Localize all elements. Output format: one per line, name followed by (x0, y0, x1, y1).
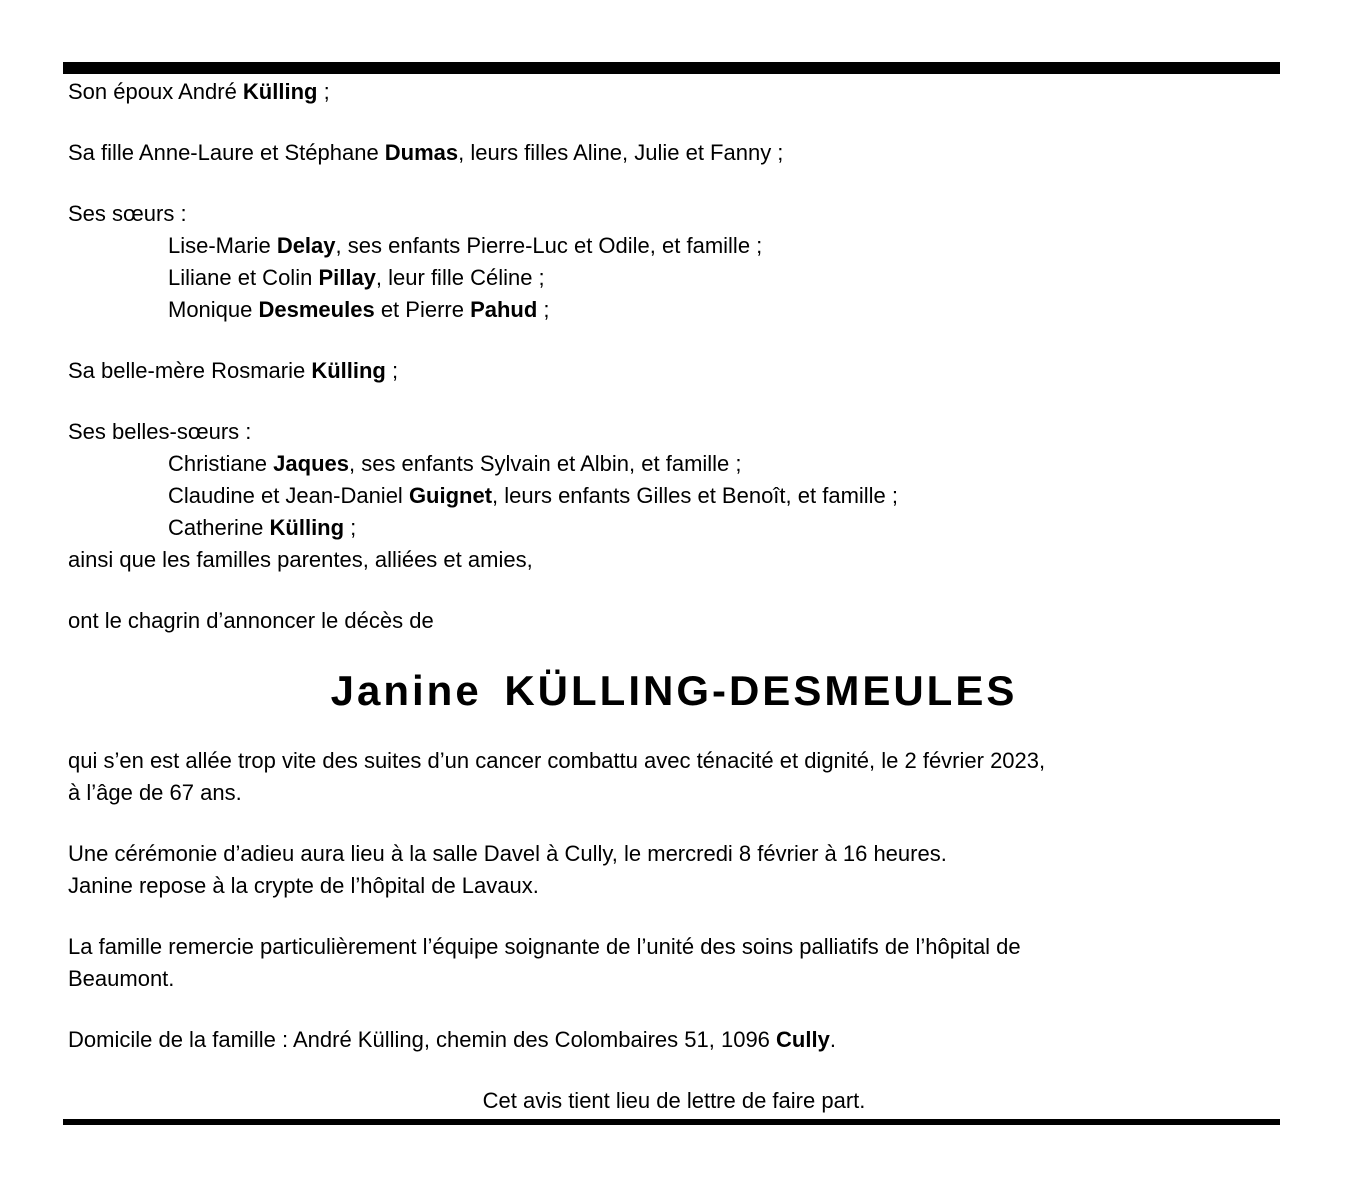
text-segment: , leur fille Céline ; (375, 265, 545, 290)
bold-name-segment: Külling (269, 515, 345, 540)
text-line (63, 262, 1285, 294)
bold-name-segment: Cully (776, 1027, 830, 1052)
bold-name-segment: Janine KÜLLING-DESMEULES (330, 667, 1018, 714)
text-line (63, 544, 1285, 576)
text-line (63, 198, 1285, 230)
notice-body (63, 0, 1285, 1146)
text-segment: qui s’en est allée trop vite des suites d’un cancer combattu avec ténacité et dignité, le 2 février 2023, (68, 748, 1046, 773)
text-segment: Ses sœurs : (68, 201, 187, 226)
text-line (63, 76, 1285, 108)
text-segment: Une cérémonie d’adieu aura lieu à la salle Davel à Cully, le mercredi 8 février à 16 heures. (68, 841, 947, 866)
bold-name-segment: Jaques (273, 451, 349, 476)
text-line (63, 931, 1285, 963)
text-segment: Catherine (168, 515, 270, 540)
text-segment: Ses belles-sœurs : (68, 419, 252, 444)
text-segment: Christiane (168, 451, 274, 476)
bold-name-segment: Desmeules (258, 297, 375, 322)
block-spouse (63, 76, 1285, 108)
text-segment: Monique (168, 297, 259, 322)
block-daughter (63, 137, 1285, 169)
text-segment: ainsi que les familles parentes, alliées et amies, (68, 547, 533, 572)
text-line (63, 137, 1285, 169)
text-line (63, 230, 1285, 262)
block-sisters-in-law (63, 416, 1285, 576)
block-closing (63, 1085, 1285, 1117)
bottom-rule (63, 1119, 1280, 1125)
text-line (63, 963, 1285, 995)
text-segment: Son époux André (68, 79, 243, 104)
text-segment: La famille remercie particulièrement l’équipe soignante de l’unité des soins palliatifs de l’hôpital de (68, 934, 1021, 959)
block-deceased-name (63, 666, 1285, 716)
block-death-details (63, 745, 1285, 809)
text-segment: Sa fille Anne-Laure et Stéphane (68, 140, 385, 165)
text-segment: , leurs filles Aline, Julie et Fanny ; (458, 140, 784, 165)
block-thanks (63, 931, 1285, 995)
block-mother-in-law (63, 355, 1285, 387)
text-segment: Cet avis tient lieu de lettre de faire part. (482, 1088, 866, 1113)
text-segment: Domicile de la famille : André Külling, chemin des Colombaires 51, 1096 (68, 1027, 777, 1052)
text-segment: , leurs enfants Gilles et Benoît, et famille ; (492, 483, 899, 508)
text-segment: Beaumont. (68, 966, 175, 991)
deceased-name-title (63, 666, 1285, 716)
text-segment: Lise-Marie (168, 233, 277, 258)
text-line (63, 1085, 1285, 1117)
bold-name-segment: Dumas (384, 140, 459, 165)
text-segment: Janine repose à la crypte de l’hôpital de Lavaux. (68, 873, 539, 898)
text-segment: ; (317, 79, 330, 104)
text-line (63, 777, 1285, 809)
bold-name-segment: Külling (311, 358, 386, 383)
text-line (63, 294, 1285, 326)
text-segment: Sa belle-mère Rosmarie (68, 358, 312, 383)
text-line (63, 838, 1285, 870)
text-line (63, 870, 1285, 902)
block-ceremony (63, 838, 1285, 902)
text-segment: , ses enfants Pierre-Luc et Odile, et famille ; (335, 233, 763, 258)
text-segment: ont le chagrin d’annoncer le décès de (68, 608, 434, 633)
text-segment: et Pierre (374, 297, 471, 322)
text-segment: , ses enfants Sylvain et Albin, et famille ; (348, 451, 742, 476)
text-line (63, 745, 1285, 777)
bold-name-segment: Guignet (408, 483, 493, 508)
text-line (63, 448, 1285, 480)
text-segment: ; (385, 358, 399, 383)
block-sisters (63, 198, 1285, 326)
text-line (63, 605, 1285, 637)
bold-name-segment: Külling (242, 79, 318, 104)
bold-name-segment: Delay (276, 233, 336, 258)
text-line (63, 480, 1285, 512)
text-segment: Liliane et Colin (168, 265, 319, 290)
text-segment: ; (537, 297, 550, 322)
block-family-home (63, 1024, 1285, 1056)
text-segment: à l’âge de 67 ans. (68, 780, 242, 805)
text-line (63, 355, 1285, 387)
bold-name-segment: Pillay (318, 265, 376, 290)
text-segment: . (829, 1027, 836, 1052)
text-segment: Claudine et Jean-Daniel (168, 483, 409, 508)
text-line (63, 512, 1285, 544)
text-line (63, 1024, 1285, 1056)
text-line (63, 416, 1285, 448)
block-announcement (63, 605, 1285, 637)
bold-name-segment: Pahud (470, 297, 538, 322)
text-segment: ; (344, 515, 357, 540)
